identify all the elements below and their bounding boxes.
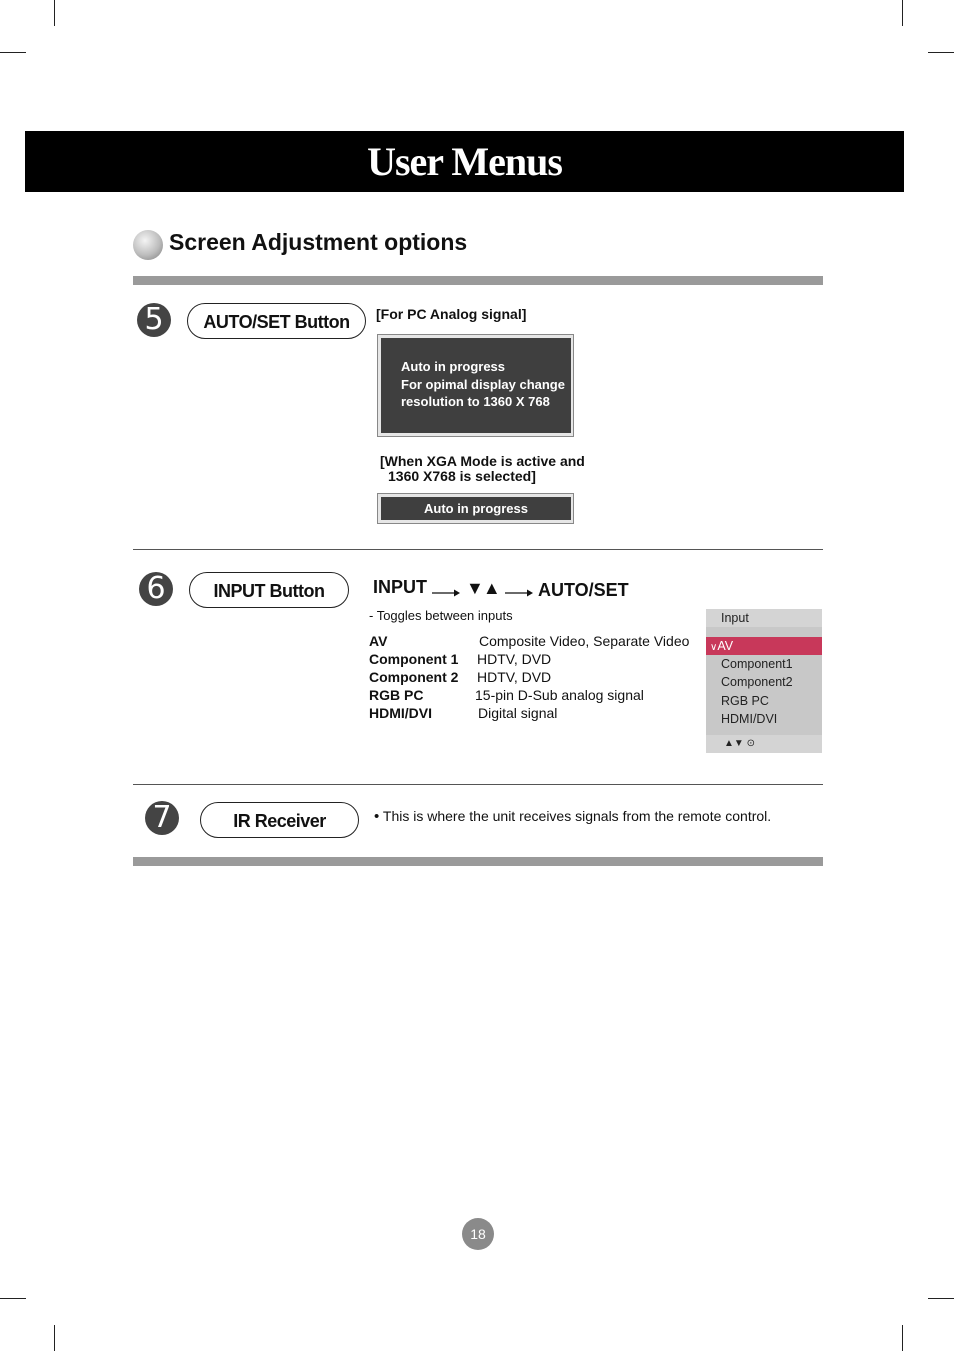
divider	[133, 784, 823, 785]
section-top-bar	[133, 276, 823, 285]
crop-mark	[54, 1325, 55, 1351]
crop-mark	[0, 1298, 26, 1299]
input-name: Component 1	[369, 651, 459, 667]
osd-auto-simple-box: Auto in progress	[381, 497, 571, 520]
menu-item[interactable]: Component2	[721, 675, 793, 689]
input-desc: HDTV, DVD	[477, 651, 552, 667]
flow-arrows: ▼▲	[466, 578, 500, 598]
osd-auto-progress-box	[381, 338, 571, 433]
input-name: RGB PC	[369, 687, 424, 703]
input-name: AV	[369, 633, 388, 649]
menu-item-selected[interactable]	[706, 637, 822, 655]
osd-line: Auto in progress	[401, 359, 506, 374]
item-number-7: 7	[145, 801, 179, 835]
section-title: Screen Adjustment options	[169, 229, 468, 255]
osd-line: resolution to 1360 X 768	[401, 394, 550, 409]
flow-input: INPUT	[373, 577, 427, 597]
input-desc: 15-pin D-Sub analog signal	[475, 687, 644, 703]
auto-set-button-label: AUTO/SET Button	[187, 303, 366, 339]
input-name: HDMI/DVI	[369, 705, 432, 721]
section-bullet-icon	[133, 230, 163, 260]
menu-item[interactable]: RGB PC	[721, 694, 769, 708]
divider	[133, 549, 823, 550]
input-desc: HDTV, DVD	[477, 669, 552, 685]
input-menu-panel	[706, 609, 822, 753]
input-name: Component 2	[369, 669, 459, 685]
arrow-right-icon	[505, 585, 533, 603]
ir-receiver-label: IR Receiver	[200, 802, 359, 838]
input-desc: Digital signal	[478, 705, 558, 721]
page-title: User Menus	[367, 139, 562, 184]
crop-mark	[928, 52, 954, 53]
section-bottom-bar	[133, 857, 823, 866]
page-number: 18	[462, 1218, 494, 1250]
flow-auto-set: AUTO/SET	[538, 580, 629, 600]
input-button-label: INPUT Button	[189, 572, 349, 608]
menu-item-label: AV	[717, 639, 734, 653]
crop-mark	[928, 1298, 954, 1299]
crop-mark	[0, 52, 26, 53]
note-pc-analog: [For PC Analog signal]	[376, 306, 527, 322]
arrow-right-icon	[432, 585, 460, 603]
menu-item[interactable]: Component1	[721, 657, 793, 671]
crop-mark	[54, 0, 55, 26]
osd-line: For opimal display change	[401, 376, 565, 392]
menu-footer-nav-icons: ▲▼ ⊙	[706, 735, 822, 753]
bullet-icon: •	[374, 808, 380, 825]
ir-receiver-text: This is where the unit receives signals from the remote control.	[382, 808, 772, 824]
menu-item[interactable]: HDMI/DVI	[721, 712, 778, 726]
item-number-5: 5	[137, 303, 171, 337]
note-xga-line2: 1360 X768 is selected]	[388, 468, 536, 484]
item-number-6: 6	[139, 572, 173, 606]
note-xga-line1: [When XGA Mode is active and	[380, 453, 585, 469]
crop-mark	[902, 0, 903, 26]
menu-title: Input	[706, 609, 822, 627]
crop-mark	[902, 1325, 903, 1351]
ir-receiver-description	[374, 808, 771, 825]
input-desc: Composite Video, Separate Video	[479, 633, 690, 649]
toggle-note: - Toggles between inputs	[369, 608, 513, 623]
chevron-down-icon: ∨	[710, 642, 718, 653]
